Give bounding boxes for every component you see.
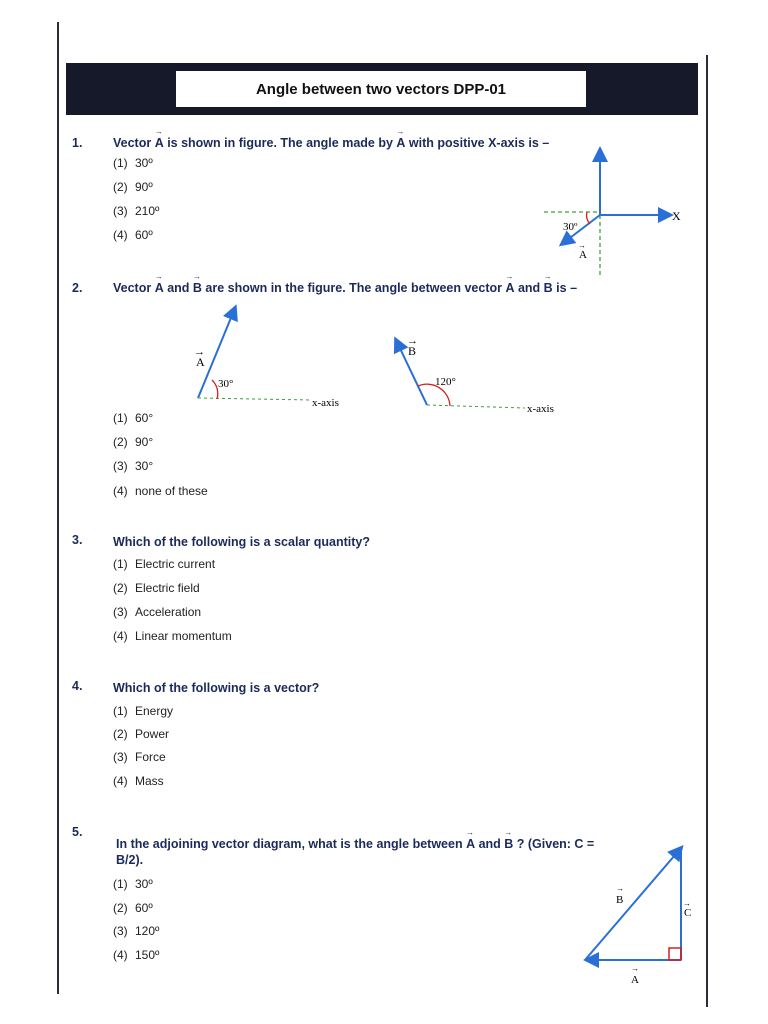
q2a-angle-arc bbox=[212, 380, 218, 399]
q2a-vector-arrow-symbol: → bbox=[194, 346, 205, 358]
q4-option-3: (3) Force bbox=[113, 750, 166, 764]
vector-a-symbol: → A bbox=[505, 281, 514, 295]
page-header bbox=[66, 63, 698, 115]
question-4-number: 4. bbox=[72, 679, 83, 693]
q1-x-label: X bbox=[672, 209, 681, 223]
right-border-line bbox=[706, 55, 708, 1007]
q2-figure-a bbox=[180, 300, 360, 412]
q2b-vector-label: B bbox=[408, 344, 417, 358]
vector-a-symbol: → A bbox=[466, 837, 475, 851]
q1-vector-arrow-symbol: → bbox=[578, 241, 586, 250]
left-border-line bbox=[57, 22, 59, 994]
q2a-vector-label: A bbox=[196, 355, 205, 369]
question-2-text: Vector → A and → B are shown in the figure. The angle between vector → A and → B is – bbox=[113, 281, 577, 295]
vector-b-symbol: → B bbox=[193, 281, 202, 295]
q1-figure bbox=[530, 140, 690, 280]
q3-option-3: (3) Acceleration bbox=[113, 605, 202, 619]
vector-a-symbol: → A bbox=[155, 281, 164, 295]
q1-option-2: (2) 90º bbox=[113, 180, 153, 194]
q2-option-1: (1) 60° bbox=[113, 411, 154, 425]
q1-option-3: (3) 210º bbox=[113, 204, 160, 218]
q5-option-4: (4) 150º bbox=[113, 948, 160, 962]
question-5-text-line2: B/2). bbox=[116, 853, 144, 867]
q2-figure-b bbox=[380, 330, 570, 420]
q2-option-4: (4) none of these bbox=[113, 484, 208, 498]
q2-option-3: (3) 30° bbox=[113, 459, 154, 473]
q5-a-arrow-symbol: → bbox=[631, 964, 639, 973]
q2a-angle-label: 30° bbox=[218, 378, 234, 390]
q5-right-angle-marker bbox=[669, 948, 681, 960]
vector-b-symbol: → B bbox=[544, 281, 553, 295]
q5-option-3: (3) 120º bbox=[113, 924, 160, 938]
q2b-vector-arrow-symbol: → bbox=[407, 335, 418, 347]
question-3-number: 3. bbox=[72, 533, 83, 547]
q2a-x-axis-dashed bbox=[198, 398, 312, 400]
q4-option-4: (4) Mass bbox=[113, 774, 164, 788]
q5-vector-b-arrow bbox=[585, 848, 681, 960]
question-5-text: In the adjoining vector diagram, what is the angle between → A and → B ? (Given: C = bbox=[116, 837, 594, 851]
question-2-number: 2. bbox=[72, 281, 83, 295]
q1-vector-label: A bbox=[579, 249, 587, 261]
vector-a-symbol: → A bbox=[155, 136, 164, 150]
q4-option-2: (2) Power bbox=[113, 727, 170, 741]
question-5-number: 5. bbox=[72, 825, 83, 839]
q2b-x-axis-dashed bbox=[427, 405, 525, 408]
q1-angle-label: 30º bbox=[563, 221, 578, 233]
q2a-axis-label: x-axis bbox=[312, 397, 339, 409]
q3-option-2: (2) Electric field bbox=[113, 581, 200, 595]
vector-b-symbol: → B bbox=[504, 837, 513, 851]
q2b-angle-label: 120° bbox=[435, 376, 456, 388]
question-3-text: Which of the following is a scalar quantity? bbox=[113, 535, 370, 549]
q3-option-4: (4) Linear momentum bbox=[113, 629, 232, 643]
q4-option-1: (1) Energy bbox=[113, 704, 174, 718]
q5-c-label: C bbox=[684, 907, 692, 919]
q2b-axis-label: x-axis bbox=[527, 403, 554, 415]
q5-b-arrow-symbol: → bbox=[616, 884, 624, 893]
question-4-text: Which of the following is a vector? bbox=[113, 681, 320, 695]
q5-option-1: (1) 30º bbox=[113, 877, 153, 891]
q1-option-1: (1) 30º bbox=[113, 156, 153, 170]
page-title: Angle between two vectors DPP-01 bbox=[176, 71, 586, 107]
question-1-text: Vector → A is shown in figure. The angle made by → A with positive X-axis is – bbox=[113, 136, 549, 150]
vector-a-symbol: → A bbox=[396, 136, 405, 150]
q5-figure bbox=[575, 838, 695, 990]
q3-option-1: (1) Electric current bbox=[113, 557, 216, 571]
question-1-number: 1. bbox=[72, 136, 83, 150]
q1-option-4: (4) 60º bbox=[113, 228, 153, 242]
q5-option-2: (2) 60º bbox=[113, 901, 153, 915]
q2-option-2: (2) 90° bbox=[113, 435, 154, 449]
q5-a-label: A bbox=[631, 974, 639, 986]
q5-b-label: B bbox=[616, 894, 624, 906]
q5-c-arrow-symbol: → bbox=[683, 899, 691, 908]
